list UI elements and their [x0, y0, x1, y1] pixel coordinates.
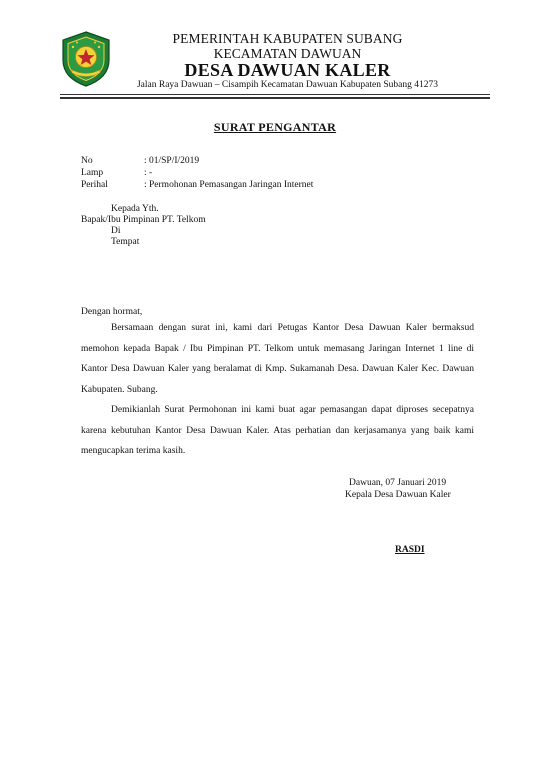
letterhead-government: PEMERINTAH KABUPATEN SUBANG	[172, 31, 403, 46]
letter-body	[81, 318, 474, 462]
meta-key: Perihal	[81, 180, 108, 190]
meta-value: : Permohonan Pemasangan Jaringan Internet	[144, 180, 314, 190]
meta-value: : 01/SP/I/2019	[144, 156, 200, 166]
body-paragraph-2: Demikianlah Surat Permohonan ini kami buat agar pemasangan dapat diproses secepatnya karena kebutuhan Kantor Desa Dawuan Kaler. Atas perhatian dan kerjasamanya yang baik kami mengucapkan terima kasih.	[81, 405, 474, 456]
body-paragraph-1: Bersamaan dengan surat ini, kami dari Petugas Kantor Desa Dawuan Kaler bermaksud memohon kepada Bapak / Ibu Pimpinan PT. Telkom untuk memasang Jaringan Internet 1 line di Kantor Desa Dawuan Kaler yang beralamat di Kmp. Sukamanah Desa. Dawuan Kaler Kec. Dawuan Kabupaten. Subang.	[81, 323, 474, 395]
signature-position: Kepala Desa Dawuan Kaler	[345, 490, 451, 500]
regency-crest-icon	[60, 30, 112, 88]
recipient-at: Di	[111, 226, 121, 236]
meta-value: : -	[144, 168, 153, 178]
letterhead-address: Jalan Raya Dawuan – Cisampih Kecamatan Dawuan Kabupaten Subang 41273	[136, 80, 438, 90]
recipient-greeting: Kepada Yth.	[111, 204, 159, 214]
letterhead-divider-thin	[60, 94, 490, 95]
letter-title: SURAT PENGANTAR	[213, 120, 337, 134]
meta-key: No	[81, 156, 93, 166]
salutation: Dengan hormat,	[81, 307, 143, 317]
signature-place-date: Dawuan, 07 Januari 2019	[349, 478, 447, 488]
letterhead-district: KECAMATAN DAWUAN	[213, 46, 362, 61]
meta-key: Lamp	[81, 168, 104, 178]
recipient-place: Tempat	[111, 237, 140, 247]
recipient-name: Bapak/Ibu Pimpinan PT. Telkom	[81, 215, 206, 225]
letterhead-divider-thick	[60, 97, 490, 99]
signature-name: RASDI	[395, 545, 425, 555]
letterhead-village: DESA DAWUAN KALER	[184, 60, 391, 80]
